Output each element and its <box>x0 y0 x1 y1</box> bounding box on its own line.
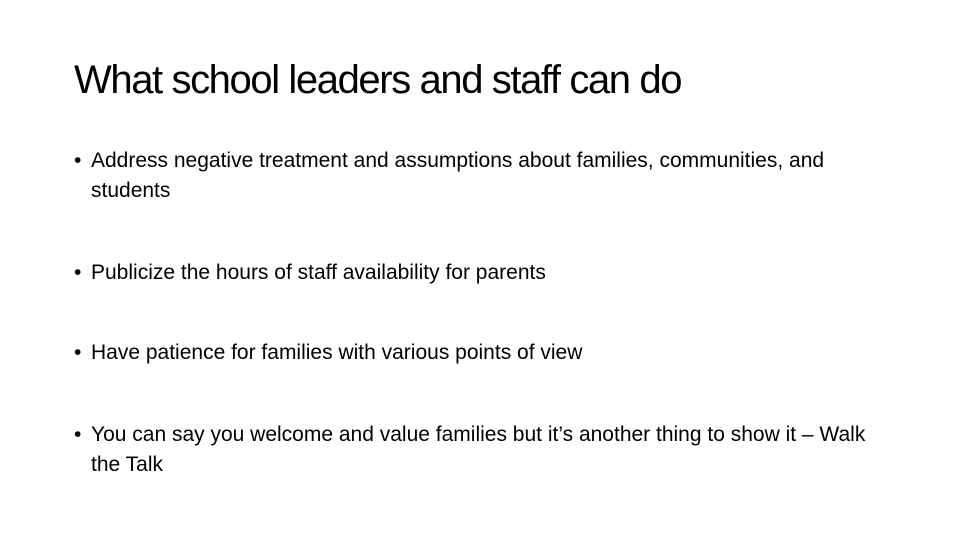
bullet-item <box>74 420 894 480</box>
slide-title: What school leaders and staff can do <box>74 58 682 102</box>
bullet-marker: • <box>74 261 82 284</box>
bullet-text: Publicize the hours of staff availability for parents <box>91 261 546 284</box>
bullet-marker: • <box>74 149 82 172</box>
bullet-item <box>74 258 894 288</box>
bullet-item <box>74 338 894 368</box>
bullet-text: Have patience for families with various points of view <box>91 341 583 364</box>
bullet-marker: • <box>74 423 82 446</box>
bullet-text: Address negative treatment and assumptions about families, communities, and students <box>91 149 825 202</box>
bullet-text: You can say you welcome and value families but it’s another thing to show it – Walk the Talk <box>91 423 866 476</box>
bullet-marker: • <box>74 341 82 364</box>
bullet-item <box>74 146 894 206</box>
